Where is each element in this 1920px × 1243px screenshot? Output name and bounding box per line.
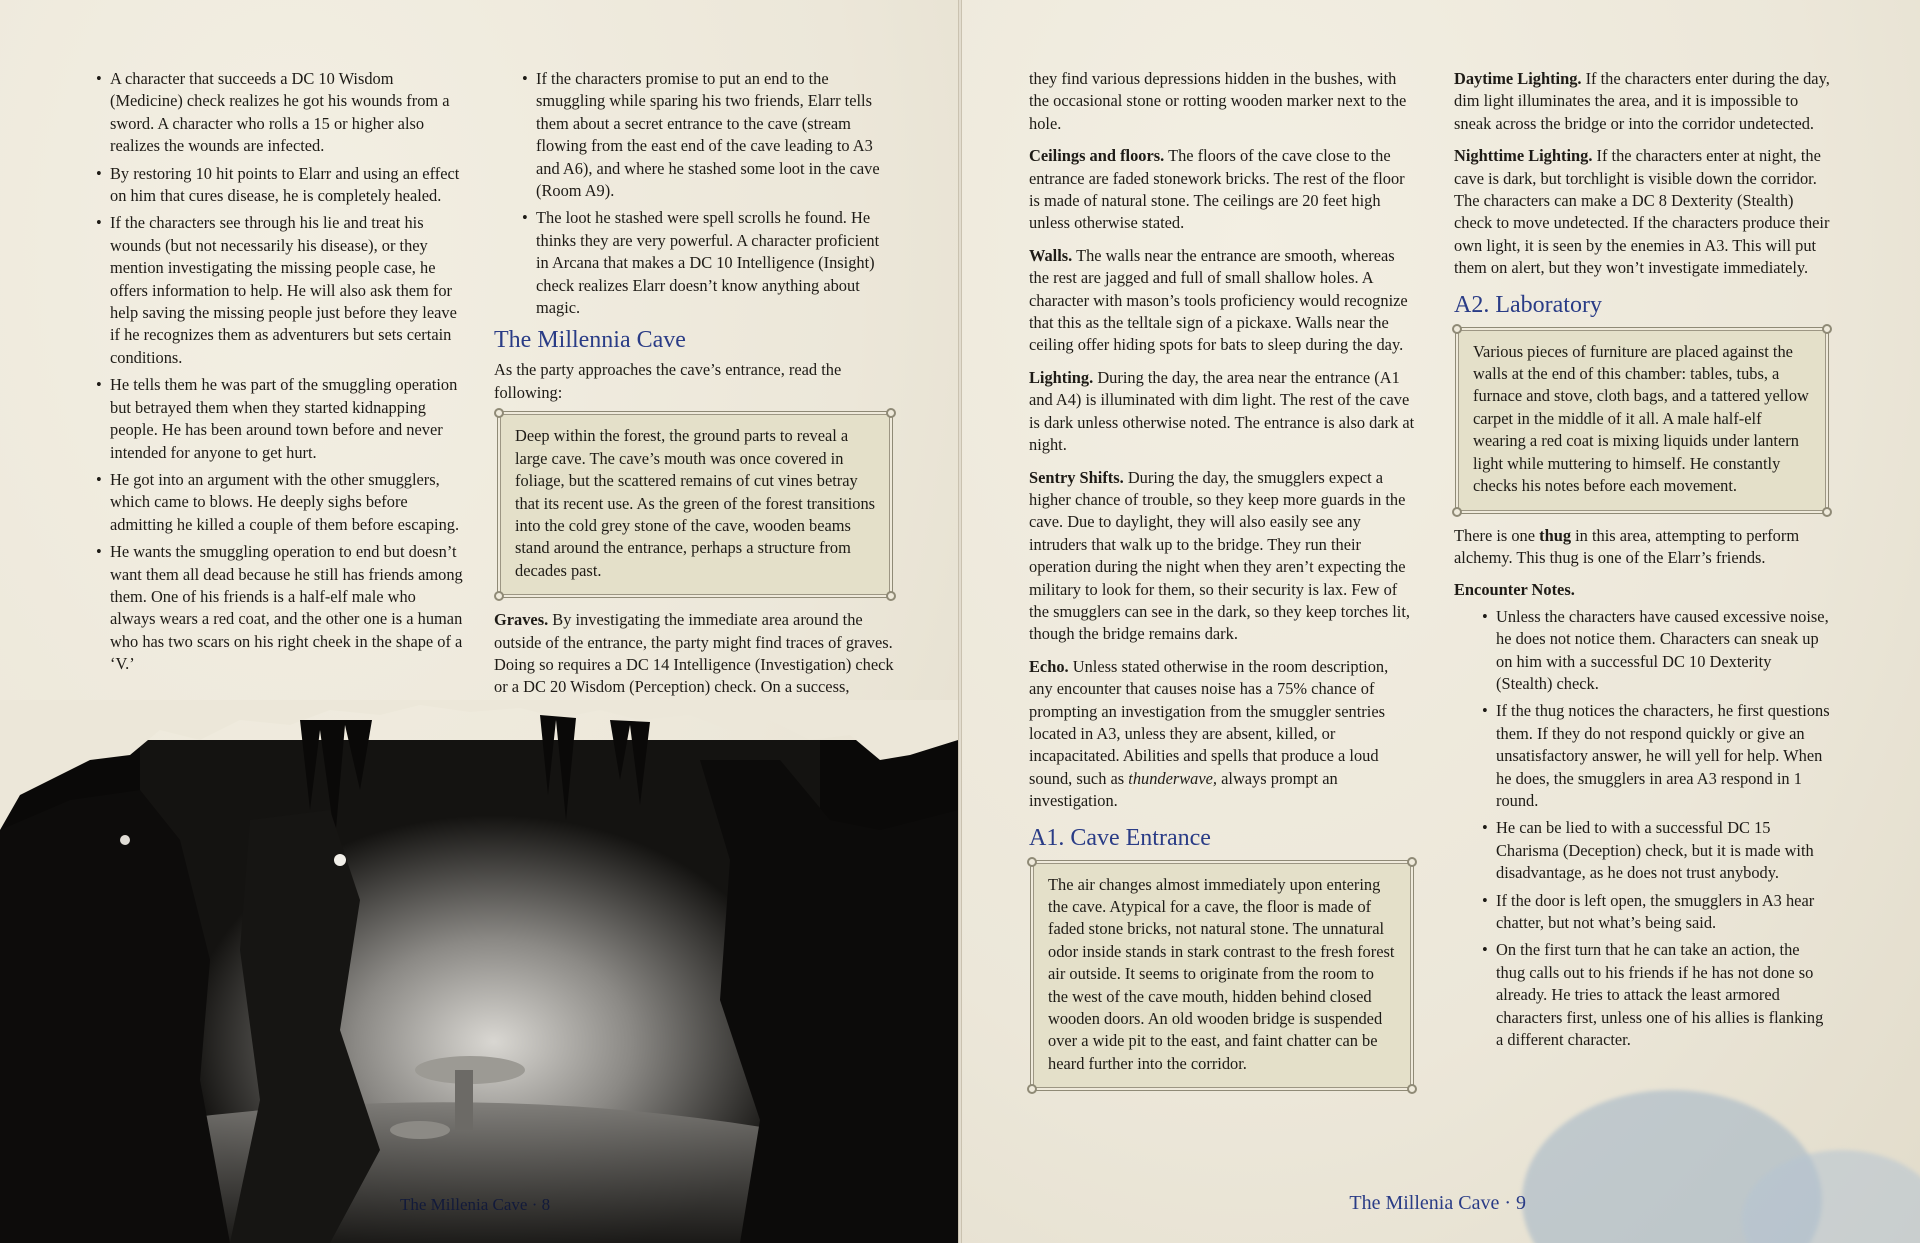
thug-paragraph (1454, 525, 1830, 570)
nighttime-lighting (1454, 145, 1830, 279)
feature-sentry (1029, 467, 1415, 646)
night-label: Nighttime Lighting. (1454, 146, 1593, 166)
thug-text: There is one (1454, 525, 1536, 545)
right-page (962, 0, 1920, 1243)
list-item: • If the characters promise to put an end to the smuggling while sparing his two friends, Elarr tells them about a secret entrance to the cave (stream flowing from the east end of the cave leading to A3 and A6), and where he stashed some loot in the cave (Room A9). (522, 68, 894, 202)
encounter-bullets (1482, 606, 1830, 1052)
list-item: • If the thug notices the characters, he first questions them. If they do not respond quickly or give an unsatisfactory answer, he will yell for help. When he does, the smugglers in area A3 respond in 1 round. (1482, 700, 1830, 812)
read-aloud-text: Various pieces of furniture are placed against the walls at the end of this chamber: tables, tubs, a furnace and stove, cloth bags, and a tattered yellow carpet in the middle of it all. A male half-elf wearing a red coat is mixing liquids under lantern light while muttering to himself. He constantly checks his notes before each movement. (1473, 341, 1809, 496)
feature-text: The walls near the entrance are smooth, whereas the rest are jagged and full of small shallow holes. A character with mason’s tools proficiency would recognize that this as the telltale sign of a pickaxe. Walls near the ceiling offer hiding spots for bats to sleep during the day. (1029, 245, 1408, 355)
page-footer-left: The Millenia Cave · 8 (400, 1195, 551, 1214)
list-item: • By restoring 10 hit points to Elarr and using an effect on him that cures disease, he is completely healed. (96, 163, 464, 208)
night-text: If the characters enter at night, the cave is dark, but torchlight is visible down the corridor. The characters can make a DC 8 Dexterity (Stealth) check to move undetected. If the characters produce their own light, it is seen by the enemies in A3. This will put them on alert, but they won’t investigate immediately. (1454, 146, 1830, 278)
right-column-1 (1029, 68, 1415, 1102)
left-column-1 (96, 68, 464, 681)
elarr-bullets-cont (522, 68, 894, 319)
list-item: • He wants the smuggling operation to end but doesn’t want them all dead because he still has friends among them. One of his friends is a half-elf male who always wears a red coat, and the other one is a human who has two scars on his right cheek in the shape of a ‘V.’ (96, 541, 464, 675)
feature-text: During the day, the smugglers expect a higher chance of trouble, so they keep more guards in the cave. Due to daylight, they will also easily see any intruders that walk up to the bridge. They run their operation during the night when they aren’t expecting the military to look for them, so their security is lax. Few of the smugglers can see in the dark, so they keep torches lit, though the bridge remains dark. (1029, 467, 1410, 644)
thug-monster: thug (1539, 525, 1572, 545)
feature-text: The floors of the cave close to the entrance are faded stonework bricks. The rest of the floor is made of natural stone. The ceilings are 20 feet high unless otherwise stated. (1029, 146, 1405, 233)
section-title-millennia-cave: The Millennia Cave (494, 327, 686, 354)
left-page (0, 0, 958, 1243)
read-aloud-box-a1 (1033, 863, 1411, 1089)
page-footer-right: The Millenia Cave · 9 (1349, 1192, 1526, 1214)
list-item: • A character that succeeds a DC 10 Wisdom (Medicine) check realizes he got his wounds from a sword. A character who rolls a 15 or higher also realizes the wounds are infected. (96, 68, 464, 158)
feature-label: Ceilings and floors. (1029, 146, 1165, 166)
graves-paragraph (494, 609, 894, 699)
read-aloud-text: Deep within the forest, the ground parts to reveal a large cave. The cave’s mouth was once covered in foliage, but the scattered remains of cut vines betray that its recent use. As the green of the forest transitions into the cold grey stone of the cave, wooden beams stand around the entrance, perhaps a structure from decades past. (515, 426, 876, 580)
feature-lighting (1029, 367, 1415, 457)
list-item: • If the characters see through his lie and treat his wounds (but not necessarily his disease), or they mention investigating the missing people case, he offers information to help. He will also ask them for help saving the missing people just before they leave if he recognizes them as adventurers but sets certain conditions. (96, 212, 464, 369)
list-item: • He got into an argument with the other smugglers, which came to blows. He deeply sighs before admitting he killed a couple of them before escaping. (96, 469, 464, 536)
right-column-2 (1454, 68, 1830, 1056)
daytime-label: Daytime Lighting. (1454, 69, 1582, 88)
spell-name: thunderwave, (1128, 768, 1218, 788)
feature-label: Lighting. (1029, 367, 1094, 387)
echo-text-end: always prompt an investigation. (1029, 768, 1338, 811)
feature-text: During the day, the area near the entrance (A1 and A4) is illuminated with dim light. The rest of the cave is dark unless otherwise noted. The entrance is also dark at night. (1029, 367, 1415, 455)
feature-walls (1029, 245, 1415, 357)
list-item: • If the door is left open, the smugglers in A3 hear chatter, but not what’s being said. (1482, 890, 1830, 935)
echo-label: Echo. (1029, 656, 1069, 676)
feature-ceilings (1029, 145, 1415, 235)
list-item: • The loot he stashed were spell scrolls he found. He thinks they are very powerful. A character proficient in Arcana that makes a DC 10 Intelligence (Insight) check realizes Elarr doesn’t know anything about magic. (522, 207, 894, 319)
feature-label: Sentry Shifts. (1029, 467, 1124, 487)
encounter-notes-label: Encounter Notes. (1454, 580, 1575, 600)
graves-continued: they find various depressions hidden in the bushes, with the occasional stone or rotting wooden marker next to the hole. (1029, 69, 1407, 133)
left-column-2 (494, 68, 894, 709)
list-item: • Unless the characters have caused excessive noise, he does not notice them. Characters can sneak up on him with a successful DC 10 Dexterity (Stealth) check. (1482, 606, 1830, 696)
list-item: • He tells them he was part of the smuggling operation but betrayed them when they started kidnapping people. He has been around town before and never intended for anyone to get hurt. (96, 374, 464, 464)
list-item: • On the first turn that he can take an action, the thug calls out to his friends if he has not done so already. He tries to attack the least armored characters first, unless one of his allies is flanking a different character. (1482, 939, 1830, 1051)
daytime-text: If the characters enter during the day, dim light illuminates the area, and it is impossible to sneak across the bridge or into the corridor undetected. (1454, 69, 1830, 133)
list-item: • He can be lied to with a successful DC 15 Charisma (Deception) check, but it is made with disadvantage, as he does not trust anybody. (1482, 817, 1830, 884)
feature-label: Walls. (1029, 245, 1073, 265)
feature-echo (1029, 656, 1415, 813)
read-aloud-text: The air changes almost immediately upon entering the cave. Atypical for a cave, the floor is made of faded stone bricks, not natural stone. The unnatural odor inside stands in stark contrast to the fresh forest air outside. It seems to originate from the room to the west of the cave mouth, hidden behind closed wooden doors. An old wooden bridge is suspended over a wide pit to the east, and faint chatter can be heard further into the corridor. (1048, 874, 1395, 1073)
read-aloud-box-a2 (1458, 330, 1826, 511)
thug-text-end: in this area, attempting to perform alchemy. This thug is one of the Elarr’s friends. (1454, 525, 1800, 567)
echo-text: Unless stated otherwise in the room description, any encounter that causes noise has a 75% chance of prompting an investigation from the smuggler sentries located in A3, unless they are absent, killed, or incapacitated. Abilities and spells that produce a loud sound, such as (1029, 656, 1389, 788)
graves-text: By investigating the immediate area around the outside of the entrance, the party might find traces of graves. Doing so requires a DC 14 Intelligence (Investigation) check or a DC 20 Wisdom (Perception) check. On a success, (494, 610, 894, 697)
section-title-a1: A1. Cave Entrance (1029, 824, 1211, 851)
section-title-a2: A2. Laboratory (1454, 291, 1602, 318)
cave-illustration (0, 700, 958, 1243)
daytime-lighting (1454, 68, 1830, 135)
read-aloud-box (500, 414, 890, 595)
graves-label: Graves. (494, 610, 549, 630)
intro-text: As the party approaches the cave’s entrance, read the following: (494, 360, 842, 402)
elarr-bullets (96, 68, 464, 676)
